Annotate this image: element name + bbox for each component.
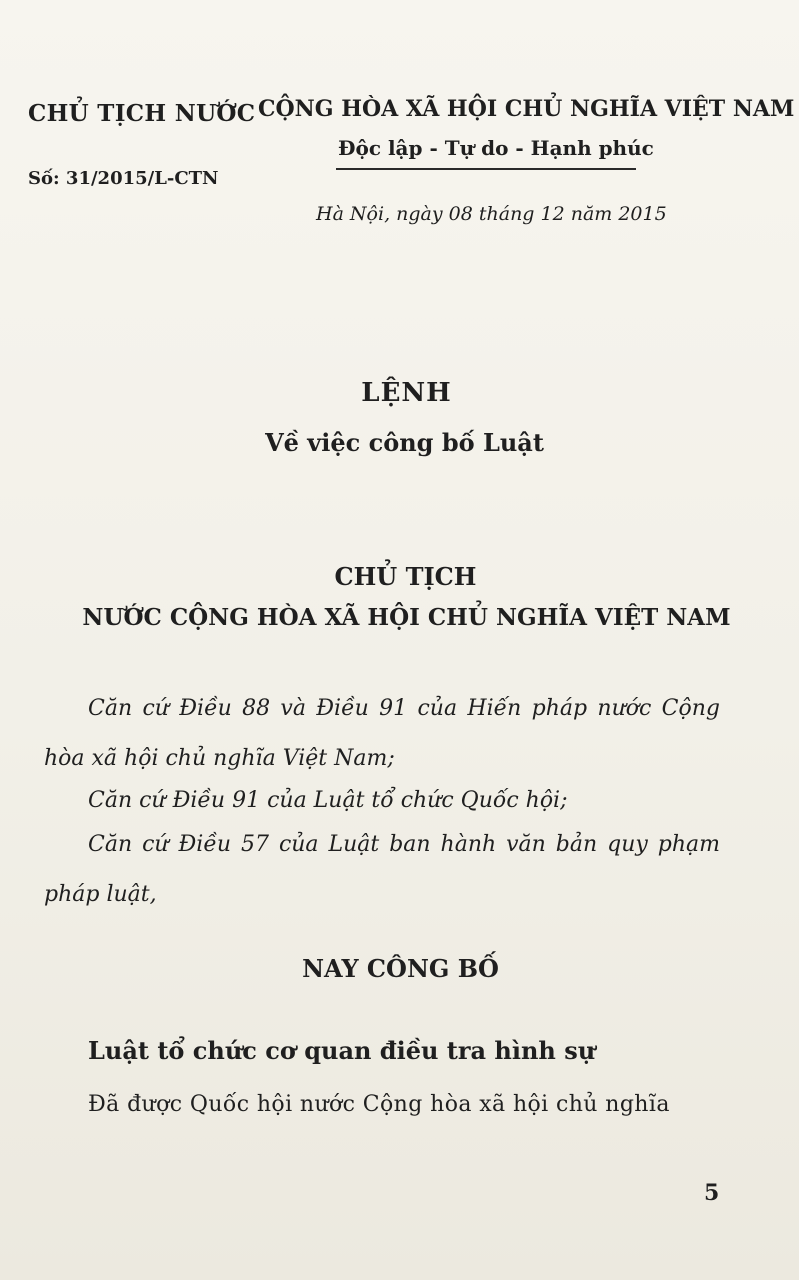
passed-text: Đã được Quốc hội nước Cộng hòa xã hội chủ nghĩa (88, 1092, 670, 1117)
nation-heading: CỘNG HÒA XÃ HỘI CHỦ NGHĨA VIỆT NAM (258, 96, 795, 122)
national-motto: Độc lập - Tự do - Hạnh phúc (338, 136, 654, 160)
basis-paragraph-1: Căn cứ Điều 88 và Điều 91 của Hiến pháp nước Cộng hòa xã hội chủ nghĩa Việt Nam; (44, 696, 720, 771)
place-date: Hà Nội, ngày 08 tháng 12 năm 2015 (316, 203, 667, 225)
issuer-line-2: NƯỚC CỘNG HÒA XÃ HỘI CHỦ NGHĨA VIỆT NAM (82, 604, 731, 631)
page-number: 5 (704, 1180, 720, 1206)
proclamation-heading: NAY CÔNG BỐ (302, 954, 499, 983)
document-title: LỆNH (361, 378, 452, 408)
motto-underline (336, 168, 636, 170)
document-number: Số: 31/2015/L-CTN (28, 168, 219, 189)
basis-paragraph-2: Căn cứ Điều 91 của Luật tổ chức Quốc hội; (88, 788, 568, 813)
law-name: Luật tổ chức cơ quan điều tra hình sự (88, 1036, 596, 1065)
issuer-line-1: CHỦ TỊCH (334, 562, 477, 591)
basis-paragraph-3: Căn cứ Điều 57 của Luật ban hành văn bản quy phạm pháp luật, (44, 832, 720, 907)
issuing-authority: CHỦ TỊCH NƯỚC (28, 100, 256, 127)
document-subtitle: Về việc công bố Luật (265, 428, 544, 457)
